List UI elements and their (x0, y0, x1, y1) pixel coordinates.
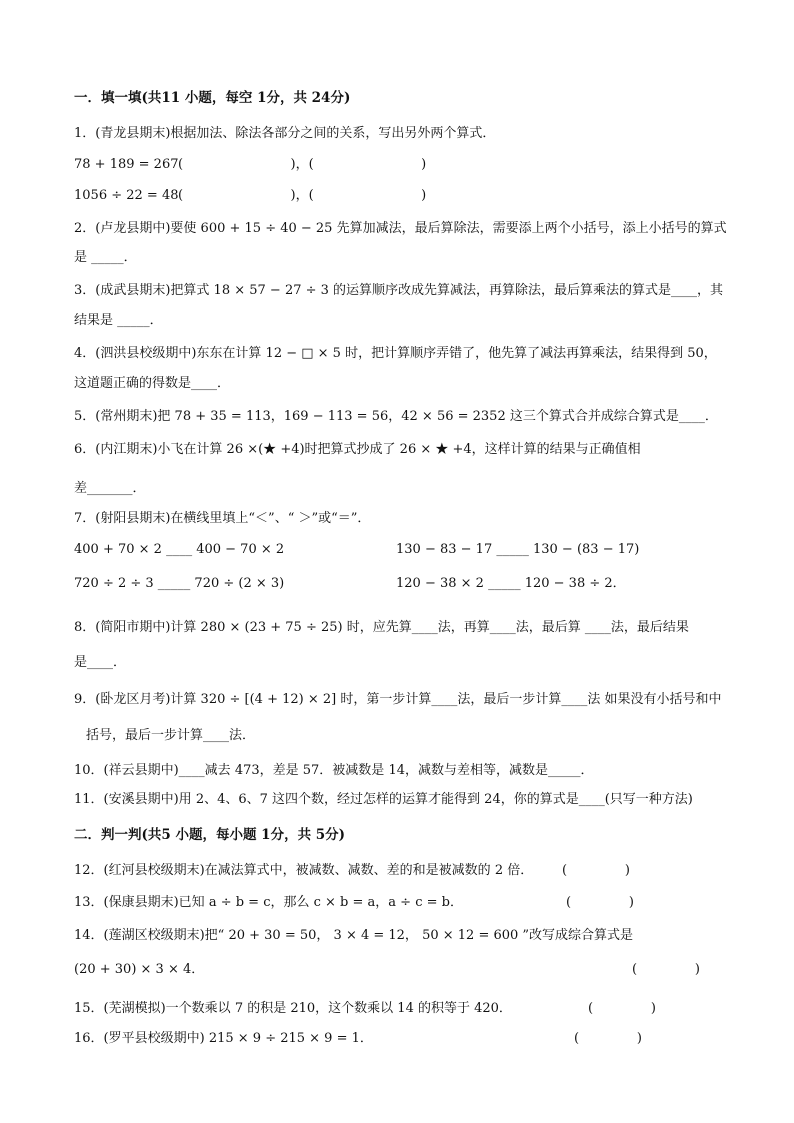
q12-answer-paren[interactable]: ( ) (562, 863, 630, 878)
q9-line2: 括号，最后一步计算____法． (86, 728, 256, 743)
q11-line1: 11．(安溪县期中)用 2、4、6、7 这四个数，经过怎样的运算才能得到 24，你的算式是____(只写一种方法) (74, 792, 693, 807)
q3-line2: 结果是 _____． (74, 313, 163, 328)
q13-text: 13．(保康县期末)已知 a ÷ b = c，那么 c × b = a，a ÷ c = b． (74, 895, 463, 910)
q1-row1-blanks[interactable]: ( )，( ) (178, 157, 427, 172)
q10-line1: 10．(祥云县期中)____减去 473，差是 57．被减数是 14，减数与差相等，减数是_____． (74, 763, 594, 778)
q7-b: 130 − 83 − 17 _____ 130 − (83 − 17) (396, 542, 640, 557)
section1-title: 一．填一填(共11 小题，每空 1分，共 24分) (74, 90, 351, 106)
q7-row2 (74, 575, 734, 593)
q1-row2 (74, 187, 734, 205)
q1-text: 1．(青龙县期末)根据加法、除法各部分之间的关系，写出另外两个算式． (74, 126, 496, 141)
q14-line2-text: (20 + 30) × 3 × 4． (74, 962, 205, 977)
q12 (74, 862, 734, 880)
q8-line2: 是____． (74, 655, 127, 670)
q1-row1-equation: 78 + 189 = 267 (74, 157, 179, 172)
q4-line1: 4．(泗洪县校级期中)东东在计算 12 − □ × 5 时，把计算顺序弄错了，他先算了减法再算乘法，结果得到 50， (74, 346, 717, 361)
q1-row2-equation: 1056 ÷ 22 = 48 (74, 188, 179, 203)
q16 (74, 1030, 734, 1048)
q1-row2-blanks[interactable]: ( )，( ) (178, 188, 427, 203)
q7-text: 7．(射阳县期末)在横线里填上“＜”、“ ＞”或“＝”． (74, 511, 371, 526)
q8-line1: 8．(简阳市期中)计算 280 × (23 + 75 ÷ 25) 时，应先算____法，再算____法，最后算 ____法，最后结果 (74, 620, 689, 635)
q16-answer-paren[interactable]: ( ) (574, 1031, 642, 1046)
q15-text: 15．(芜湖模拟)一个数乘以 7 的积是 210，这个数乘以 14 的积等于 420． (74, 1001, 512, 1016)
q15 (74, 1000, 734, 1018)
q5-line1: 5．(常州期末)把 78 + 35 = 113，169 − 113 = 56，42 × 56 = 2352 这三个算式合并成综合算式是____． (74, 409, 718, 424)
q7-a: 400 + 70 × 2 ____ 400 − 70 × 2 (74, 542, 285, 557)
q14-answer-paren[interactable]: ( ) (632, 962, 700, 977)
section2-title: 二．判一判(共5 小题，每小题 1分，共 5分) (74, 827, 346, 843)
q16-text: 16．(罗平县校级期中) 215 × 9 ÷ 215 × 9 = 1． (74, 1031, 373, 1046)
q7-c: 720 ÷ 2 ÷ 3 _____ 720 ÷ (2 × 3) (74, 576, 285, 591)
q13 (74, 894, 734, 912)
q13-answer-paren[interactable]: ( ) (566, 895, 634, 910)
q7-d: 120 − 38 × 2 _____ 120 − 38 ÷ 2． (396, 576, 626, 591)
q14-line2 (74, 961, 734, 979)
q2-line2: 是 _____． (74, 250, 137, 265)
q3-line1: 3．(成武县期末)把算式 18 × 57 − 27 ÷ 3 的运算顺序改成先算减法，再算除法，最后算乘法的算式是____，其 (74, 283, 724, 298)
q9-line1: 9．(卧龙区月考)计算 320 ÷ [(4 + 12) × 2] 时，第一步计算____法，最后一步计算____法 如果没有小括号和中 (74, 692, 722, 707)
q2-line1: 2．(卢龙县期中)要使 600 + 15 ÷ 40 − 25 先算加减法，最后算除法，需要添上两个小括号，添上小括号的算式 (74, 221, 727, 236)
q6-line1: 6．(内江期末)小飞在计算 26 ×(★ +4)时把算式抄成了 26 × ★ +4，这样计算的结果与正确值相 (74, 442, 641, 457)
q7-row1 (74, 541, 734, 559)
q12-text: 12．(红河县校级期末)在减法算式中，被减数、减数、差的和是被减数的 2 倍． (74, 863, 534, 878)
q15-answer-paren[interactable]: ( ) (588, 1001, 656, 1016)
q6-line2: 差_______． (74, 481, 146, 496)
q1-row1 (74, 156, 734, 174)
q14-line1: 14．(莲湖区校级期末)把“ 20 + 30 = 50， 3 × 4 = 12， 50 × 12 = 600 ”改写成综合算式是 (74, 928, 634, 943)
q4-line2: 这道题正确的得数是____． (74, 376, 231, 391)
